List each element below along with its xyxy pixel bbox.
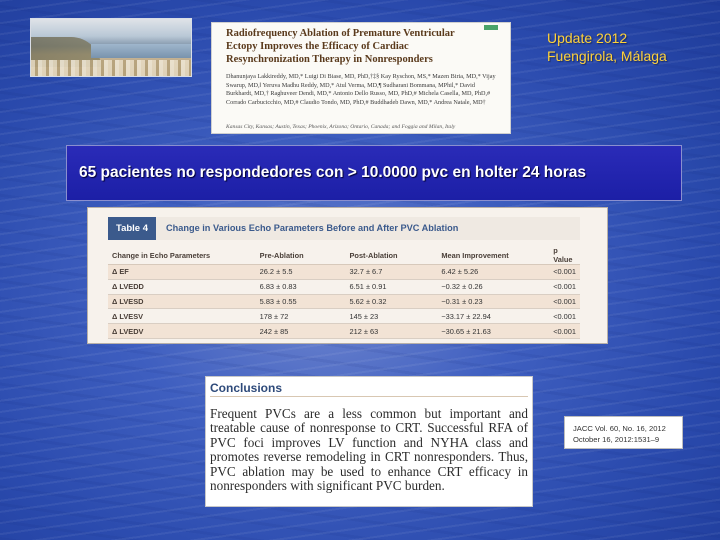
event-location: Fuengirola, Málaga: [547, 48, 667, 64]
article-authors: Dhanunjaya Lakkireddy, MD,* Luigi Di Biase, MD, PhD,†‡§ Kay Ryschon, MS,* Mazen Biria, MD,* Vijay Swarup, MD,‖ Yeruva Madhu Reddy, MD,* Atul Verma, MD,¶ Sudharani Bommana, MPhil,* David Burkhardt, MD,† Raghuveer Dendi, MD,* Antonio Dello Russo, MD, PhD,# Michela Casella, MD, PhD,# Corrado Carbucicchio, MD,# Claudio Tondo, MD, PhD,# Buddhadeb Dawn, MD,* Andrea Natale, MD†: [226, 73, 496, 106]
table-row: [108, 324, 580, 339]
coastline-photo: [30, 18, 192, 77]
citation-volume: JACC Vol. 60, No. 16, 2012: [573, 424, 666, 433]
table-row: [108, 309, 580, 324]
column-header: Mean Improvement: [437, 246, 549, 265]
article-affiliation: Kansas City, Kansas; Austin, Texas; Phoenix, Arizona; Ontario, Canada; and Foggia and Milan, Italy: [226, 124, 456, 130]
table-cell: Δ LVESV: [108, 309, 256, 324]
photo-town: [31, 60, 191, 76]
table-cell: 5.83 ± 0.55: [256, 294, 346, 309]
table-cell: 145 ± 23: [346, 309, 438, 324]
photo-sea: [91, 44, 191, 58]
table-cell: 32.7 ± 6.7: [346, 265, 438, 280]
table-cell: 6.51 ± 0.91: [346, 279, 438, 294]
citation-box: [564, 416, 683, 449]
table-row: [108, 294, 580, 309]
column-header: Post-Ablation: [346, 246, 438, 265]
table-cell: Δ EF: [108, 265, 256, 280]
table-cell: 6.42 ± 5.26: [437, 265, 549, 280]
table-cell: <0.001: [549, 265, 580, 280]
table-cell: 26.2 ± 5.5: [256, 265, 346, 280]
summary-text: 65 pacientes no respondedores con > 10.0000 pvc en holter 24 horas: [79, 164, 586, 181]
table-cell: 212 ± 63: [346, 324, 438, 339]
citation-date: October 16, 2012:1531–9: [573, 435, 660, 444]
table-cell: Δ LVESD: [108, 294, 256, 309]
echo-parameters-table: [108, 246, 580, 339]
table-cell: 6.83 ± 0.83: [256, 279, 346, 294]
table-number: Table 4: [108, 217, 156, 240]
table-cell: 5.62 ± 0.32: [346, 294, 438, 309]
event-year: Update 2012: [547, 30, 628, 46]
conclusions-text: Frequent PVCs are a less common but important and treatable cause of nonresponse to CRT. Successful RFA of PVC foci improves LV function and NYHA class and promotes reverse remodeling in CRT nonresponders. Thus, PVC ablation may be used to enhance CRT efficacy in nonresponders with significant PVC burden.: [210, 406, 528, 494]
table-row: [108, 279, 580, 294]
table-cell: Δ LVEDV: [108, 324, 256, 339]
event-label: [547, 29, 667, 65]
table-cell: <0.001: [549, 294, 580, 309]
table-cell: −33.17 ± 22.94: [437, 309, 549, 324]
table-cell: 242 ± 85: [256, 324, 346, 339]
table-row: [108, 265, 580, 280]
table-header: [108, 217, 580, 240]
article-title: Radiofrequency Ablation of Premature Ventricular Ectopy Improves the Efficacy of Cardiac Resynchronization Therapy in Nonresponders: [226, 28, 455, 65]
journal-badge: [484, 25, 498, 30]
table-title: Change in Various Echo Parameters Before and After PVC Ablation: [166, 223, 459, 233]
article-header-image: [211, 22, 511, 134]
echo-table-card: [87, 207, 608, 344]
summary-banner: [66, 145, 682, 201]
conclusions-divider: [210, 396, 528, 397]
table-cell: <0.001: [549, 279, 580, 294]
table-cell: <0.001: [549, 309, 580, 324]
table-cell: 178 ± 72: [256, 309, 346, 324]
conclusions-title: Conclusions: [210, 381, 283, 395]
table-header-row: [108, 246, 580, 265]
table-cell: −0.32 ± 0.26: [437, 279, 549, 294]
column-header: p Value: [549, 246, 580, 265]
conclusions-box: [205, 376, 533, 507]
column-header: Change in Echo Parameters: [108, 246, 256, 265]
column-header: Pre-Ablation: [256, 246, 346, 265]
table-cell: −0.31 ± 0.23: [437, 294, 549, 309]
table-cell: <0.001: [549, 324, 580, 339]
table-cell: −30.65 ± 21.63: [437, 324, 549, 339]
table-cell: Δ LVEDD: [108, 279, 256, 294]
